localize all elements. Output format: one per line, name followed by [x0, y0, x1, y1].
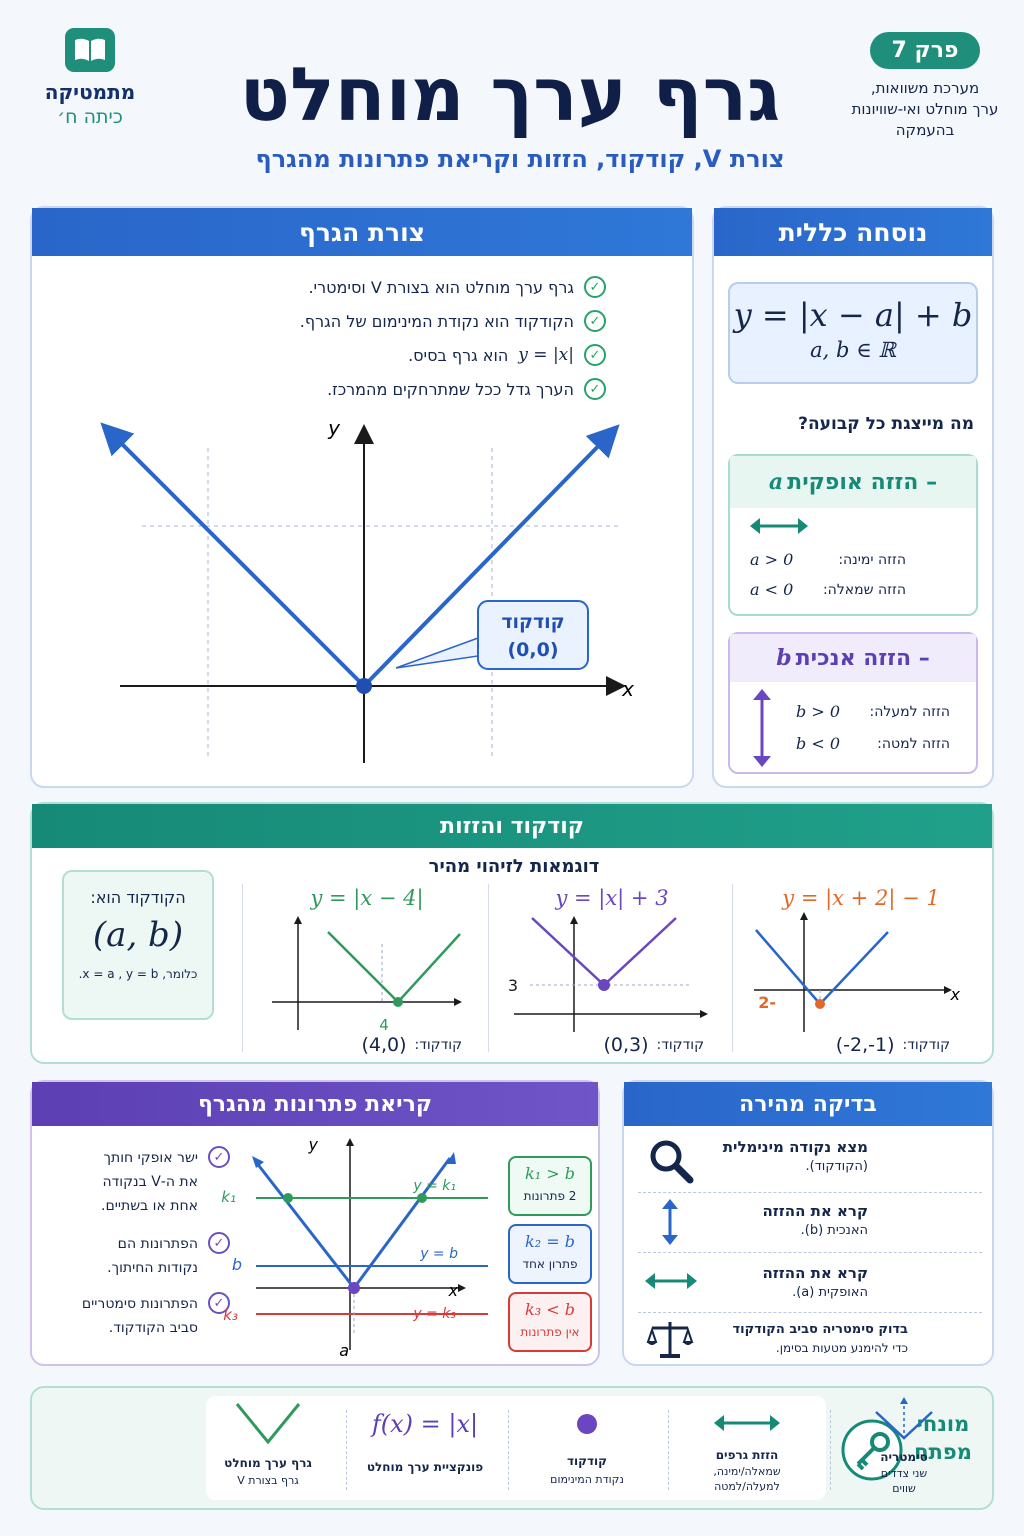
function-icon: f(x) = |x|	[371, 1410, 479, 1438]
term-2: f(x) = |x| פונקציית ערך מוחלט	[350, 1400, 500, 1500]
vertical-shift-title: – הזזה אנכית b	[730, 634, 976, 682]
chapter-badge: פרק 7	[870, 32, 981, 69]
example-formula-3: y = |x + 2| − 1	[782, 886, 940, 910]
example-tick-2: 3	[507, 976, 518, 995]
example-graph-1	[262, 908, 472, 1038]
formula-box	[728, 282, 978, 384]
label-a: a	[339, 1341, 349, 1360]
magnifier-icon	[646, 1136, 696, 1186]
label-line-k1: y = k₁	[413, 1178, 456, 1194]
solution-note-2: ✓ הפתרונות הם נקודות החיתוך.	[44, 1232, 230, 1280]
graph-axis-y: y	[308, 1135, 318, 1154]
example-vertex-row-3: קודקוד: (-2,-1)	[835, 1034, 950, 1056]
formula-card	[712, 206, 994, 788]
label-line-k3: y = k₃	[413, 1306, 456, 1322]
key-terms-title: מונחי מפתח	[914, 1412, 972, 1464]
quick-check-item-4: בדוק סימטריה סביב הקודקוד כדי להימנע מטעות בסימן.	[624, 1316, 996, 1366]
vertex-callout-title: קודקוד	[501, 611, 565, 633]
chapter-block	[840, 32, 1010, 139]
term-1: גרף ערך מוחלט גרף בצורת V	[208, 1400, 328, 1500]
example-formula-1: y = |x − 4|	[310, 886, 424, 910]
term-3: קודקוד נקודת המינימום	[512, 1400, 662, 1500]
key-terms-card	[30, 1386, 994, 1510]
subject-block	[30, 28, 150, 138]
chapter-desc-2: ערך מוחלט ואי-שוויונות	[851, 100, 999, 118]
shift-arrows-icon	[712, 1408, 782, 1438]
formula-card-title: נוסחה כללית	[714, 208, 992, 256]
example-vertex-3	[815, 999, 825, 1009]
quick-check-item-2: קרא את ההזזה האנכית (b).	[624, 1196, 996, 1250]
shape-bullet: ✓ הערך גדל ככל שמתרחקים מהמרכז.	[146, 378, 606, 400]
example-axis-x-3: x	[950, 985, 960, 1004]
quick-check-item-3: קרא את ההזזה האופקית (a).	[624, 1256, 996, 1310]
dot-icon	[577, 1414, 597, 1434]
page-title: גרף ערך מוחלט	[239, 52, 781, 138]
term-5: סימטריה שני צדדים שווים	[844, 1396, 964, 1500]
label-k1: k₁	[221, 1188, 236, 1206]
x-axis-label: x	[622, 677, 634, 701]
solution-note-3: ✓ הפתרונות סימטריים סביב הקודקוד.	[44, 1292, 230, 1340]
vertex-rule-label: הקודקוד הוא:	[90, 888, 186, 907]
example-vertex-row-2: קודקוד: (0,3)	[603, 1034, 704, 1056]
k1-right-intersection	[417, 1193, 427, 1203]
chapter-desc-1: מערכת משוואות,	[870, 79, 980, 97]
solution-notes	[44, 1146, 230, 1340]
case-box-2: k₂ = b פתרון אחד	[508, 1224, 592, 1284]
label-b: b	[231, 1255, 242, 1274]
grade-label: כיתה ח׳	[57, 106, 123, 128]
vertical-arrows-icon	[658, 1198, 682, 1246]
example-formula-2: y = |x| + 3	[555, 886, 669, 910]
y-axis-label: y	[328, 416, 340, 440]
shift-down-cond: b < 0	[796, 734, 840, 753]
quick-check-item-1: מצא נקודה מינימלית (הקודקוד).	[624, 1134, 996, 1188]
example-vertex-2	[598, 979, 610, 991]
case-box-3: k₃ < b אין פתרונות	[508, 1292, 592, 1352]
horizontal-shift-box	[728, 454, 978, 616]
v-shape-icon	[233, 1400, 303, 1446]
shift-left-cond: a < 0	[750, 580, 794, 599]
vertex-callout-coord: (0,0)	[507, 639, 559, 661]
check-icon: ✓	[584, 378, 606, 400]
page-subtitle: צורת V, קודקוד, הזזות וקריאת פתרונות מהגרף	[255, 145, 785, 173]
shape-bullet: ✓ y = |x| הוא גרף בסיס.	[146, 344, 606, 366]
check-icon: ✓	[584, 310, 606, 332]
vertex-rule-box	[62, 870, 214, 1020]
graph-axis-x: x	[448, 1281, 458, 1300]
shift-left-row: הזזה שמאלה:	[822, 582, 906, 598]
shift-up-cond: b > 0	[796, 702, 840, 721]
horizontal-shift-title: – הזזה אופקית a	[730, 456, 976, 508]
vertex-dot	[356, 678, 372, 694]
subject-label: מתמטיקה	[44, 80, 136, 104]
vertical-shift-box	[728, 632, 978, 774]
example-vertex-row-1: קודקוד: (4,0)	[361, 1034, 462, 1056]
case-box-1: k₁ > b 2 פתרונות	[508, 1156, 592, 1216]
chapter-desc-3: בהעמקה	[895, 121, 955, 139]
shift-right-cond: a > 0	[750, 550, 794, 569]
solution-note-1: ✓ ישר אופקי חותך את ה-V בנקודה אחת או בשתיים.	[44, 1146, 230, 1218]
shift-up-row: הזזה למעלה:	[869, 704, 950, 720]
base-v-graph	[32, 208, 696, 790]
check-icon: ✓	[584, 344, 606, 366]
shape-bullet: ✓ גרף ערך מוחלט הוא בצורת V וסימטרי.	[146, 276, 606, 298]
examples-title: דוגמאות לזיהוי מהיר	[428, 856, 600, 877]
example-tick-1: 4	[379, 1016, 389, 1034]
label-line-b: y = b	[420, 1246, 458, 1262]
example-vertex-1	[393, 997, 403, 1007]
check-icon: ✓	[208, 1232, 230, 1254]
shift-right-row: הזזה ימינה:	[838, 552, 906, 568]
check-icon: ✓	[584, 276, 606, 298]
scale-icon	[646, 1318, 694, 1360]
constants-question: מה מייצגת כל קבועה?	[798, 414, 974, 434]
shape-card	[30, 206, 694, 788]
vertex-card-title: קודקוד והזזות	[32, 804, 992, 848]
shape-bullet: ✓ הקודקוד הוא נקודת המינימום של הגרף.	[146, 310, 606, 332]
solutions-card-title: קריאת פתרונות מהגרף	[32, 1082, 598, 1126]
solutions-graph	[221, 1128, 504, 1364]
term-4: הזזת גרפים שמאלה/ימינה, למעלה/למטה	[672, 1400, 822, 1500]
solutions-card	[30, 1080, 600, 1366]
book-icon	[65, 28, 115, 72]
quick-check-card	[622, 1080, 994, 1366]
vertex-point	[348, 1282, 360, 1294]
k1-left-intersection	[283, 1193, 293, 1203]
check-icon: ✓	[208, 1292, 230, 1314]
example-graph-3	[748, 908, 978, 1038]
vertical-arrows-icon	[748, 688, 776, 768]
horizontal-arrows-icon	[748, 514, 810, 538]
label-k3: k₃	[223, 1306, 238, 1324]
horizontal-arrows-icon	[644, 1270, 698, 1292]
check-icon: ✓	[208, 1146, 230, 1168]
vertex-card	[30, 802, 994, 1064]
shape-card-title: צורת הגרף	[32, 208, 692, 256]
shift-down-row: הזזה למטה:	[877, 736, 950, 752]
vertex-rule-value: (a, b)	[92, 915, 184, 955]
v-left-arm	[106, 428, 364, 686]
formula-domain: a, b ∈ ℝ	[810, 338, 896, 362]
general-formula: y = |x − a| + b	[733, 296, 973, 334]
quick-check-title: בדיקה מהירה	[624, 1082, 992, 1126]
symmetry-icon	[872, 1396, 936, 1442]
vertex-rule-note: כלומר, x = a , y = b.	[78, 967, 198, 981]
example-tick-3: -2	[758, 993, 776, 1012]
example-graph-2	[508, 908, 718, 1038]
